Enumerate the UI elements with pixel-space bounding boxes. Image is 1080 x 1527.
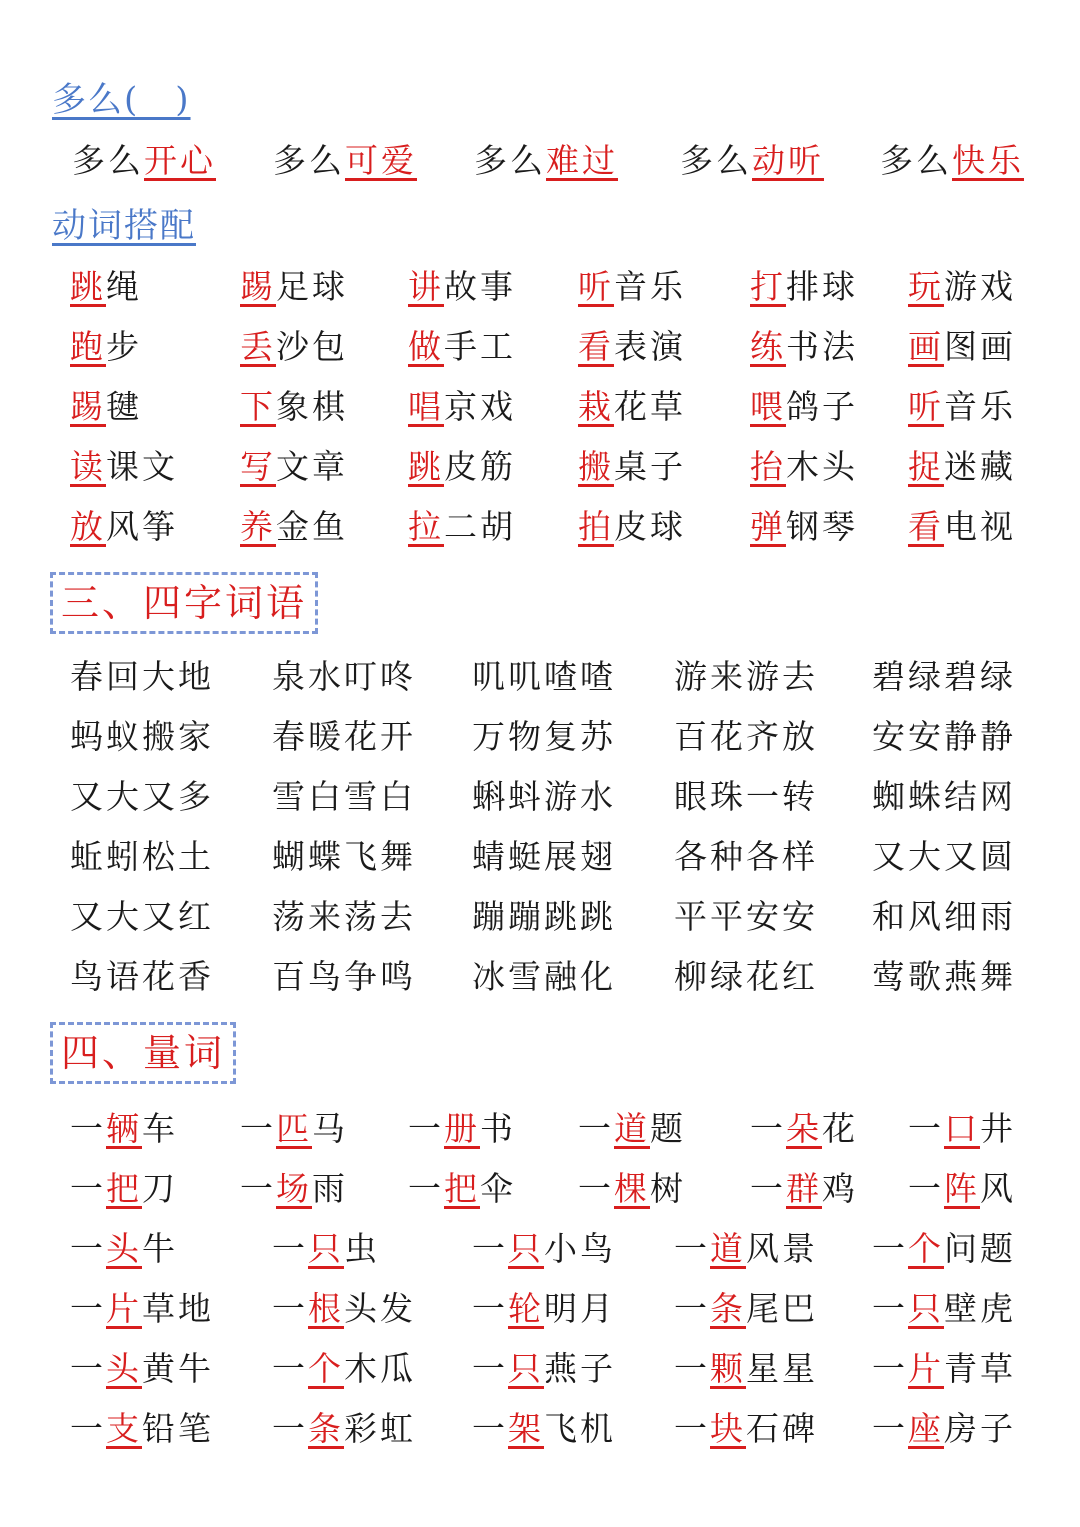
measure-word: 轮 [508, 1289, 544, 1328]
verb-phrase [70, 322, 142, 372]
measure-numeral: 一 [472, 1229, 508, 1268]
verb-word: 跳 [70, 267, 106, 306]
measure-numeral: 一 [472, 1349, 508, 1388]
idiom-word: 莺歌燕舞 [872, 957, 1016, 996]
measure-noun: 伞 [480, 1169, 516, 1208]
measure-word: 册 [444, 1109, 480, 1148]
verb-word: 打 [750, 267, 786, 306]
measure-word: 颗 [710, 1349, 746, 1388]
measure-word: 架 [508, 1409, 544, 1448]
verb-word: 拍 [578, 507, 614, 546]
measure-phrase [70, 1224, 178, 1274]
measure-phrase [70, 1344, 214, 1394]
measure-phrase [472, 1404, 616, 1454]
verb-word: 喂 [750, 387, 786, 426]
measure-numeral: 一 [674, 1349, 710, 1388]
idiom-word: 雪白雪白 [272, 777, 416, 816]
verbs-heading: 动词搭配 [52, 206, 196, 246]
measure-phrase [750, 1104, 858, 1154]
measure-noun: 小鸟 [544, 1229, 616, 1268]
measure-numeral: 一 [872, 1289, 908, 1328]
measure-phrase [70, 1104, 178, 1154]
duome-item: 多么难过 [474, 141, 618, 180]
measure-phrase [674, 1284, 818, 1334]
measure-phrase [272, 1404, 416, 1454]
measure-word: 支 [106, 1409, 142, 1448]
measure-word: 朵 [786, 1109, 822, 1148]
verb-object: 京戏 [444, 387, 516, 426]
verb-word: 下 [240, 387, 276, 426]
verb-word: 看 [908, 507, 944, 546]
idiom-word: 和风细雨 [872, 897, 1016, 936]
measure-numeral: 一 [70, 1289, 106, 1328]
measure-phrase [408, 1104, 516, 1154]
measure-row [0, 1344, 1080, 1394]
measure-phrase [872, 1404, 1016, 1454]
measure-numeral: 一 [70, 1349, 106, 1388]
verb-phrase [908, 262, 1016, 312]
measure-noun: 花 [822, 1109, 858, 1148]
verb-word: 跑 [70, 327, 106, 366]
verb-object: 鸽子 [786, 387, 858, 426]
measure-numeral: 一 [908, 1109, 944, 1148]
verb-object: 课文 [106, 447, 178, 486]
verb-object: 毽 [106, 387, 142, 426]
measure-phrase [578, 1164, 686, 1214]
measure-noun: 牛 [142, 1229, 178, 1268]
measure-noun: 明月 [544, 1289, 616, 1328]
measure-numeral: 一 [750, 1109, 786, 1148]
verb-word: 画 [908, 327, 944, 366]
idiom-row [0, 652, 1080, 702]
measure-noun: 马 [312, 1109, 348, 1148]
verb-object: 迷藏 [944, 447, 1016, 486]
verb-phrase [70, 382, 142, 432]
verb-row [0, 442, 1080, 492]
verb-phrase [408, 502, 516, 552]
verb-object: 步 [106, 327, 142, 366]
measure-numeral: 一 [272, 1289, 308, 1328]
idiom-word: 蝴蝶飞舞 [272, 837, 416, 876]
measure-word: 根 [308, 1289, 344, 1328]
verb-word: 养 [240, 507, 276, 546]
measure-numeral: 一 [472, 1289, 508, 1328]
verb-row [0, 322, 1080, 372]
verb-object: 游戏 [944, 267, 1016, 306]
measure-noun: 壁虎 [944, 1289, 1016, 1328]
measure-phrase [674, 1344, 818, 1394]
verb-object: 皮球 [614, 507, 686, 546]
verb-word: 丢 [240, 327, 276, 366]
duome-item: 多么可爱 [273, 141, 417, 180]
measure-word: 座 [908, 1409, 944, 1448]
measure-numeral: 一 [578, 1169, 614, 1208]
idiom-word: 又大又圆 [872, 837, 1016, 876]
measure-noun: 风 [980, 1169, 1016, 1208]
measure-numeral: 一 [408, 1109, 444, 1148]
measure-noun: 虫 [344, 1229, 380, 1268]
verb-word: 放 [70, 507, 106, 546]
idiom-row [0, 712, 1080, 762]
verb-word: 写 [240, 447, 276, 486]
verb-object: 表演 [614, 327, 686, 366]
measure-noun: 雨 [312, 1169, 348, 1208]
measure-word: 只 [308, 1229, 344, 1268]
measure-row [0, 1284, 1080, 1334]
measure-phrase [578, 1104, 686, 1154]
verb-word: 弹 [750, 507, 786, 546]
measure-numeral: 一 [872, 1229, 908, 1268]
verb-object: 皮筋 [444, 447, 516, 486]
measure-noun: 头发 [344, 1289, 416, 1328]
idiom-word: 鸟语花香 [70, 957, 214, 996]
measure-numeral: 一 [578, 1109, 614, 1148]
measure-noun: 树 [650, 1169, 686, 1208]
verb-phrase [408, 382, 516, 432]
measure-numeral: 一 [408, 1169, 444, 1208]
verb-object: 手工 [444, 327, 516, 366]
verb-word: 唱 [408, 387, 444, 426]
measure-phrase [472, 1224, 616, 1274]
measure-phrase [70, 1164, 178, 1214]
verb-word: 捉 [908, 447, 944, 486]
measure-noun: 问题 [944, 1229, 1016, 1268]
verb-object: 绳 [106, 267, 142, 306]
measure-phrase [872, 1224, 1016, 1274]
verb-phrase [578, 442, 686, 492]
verb-phrase [578, 262, 686, 312]
measure-word: 块 [710, 1409, 746, 1448]
idiom-word: 各种各样 [674, 837, 818, 876]
measure-phrase [908, 1164, 1016, 1214]
measure-noun: 铅笔 [142, 1409, 214, 1448]
verb-phrase [408, 442, 516, 492]
idiom-word: 安安静静 [872, 717, 1016, 756]
measure-noun: 燕子 [544, 1349, 616, 1388]
idiom-word: 春暖花开 [272, 717, 416, 756]
idiom-word: 又大又多 [70, 777, 214, 816]
verb-phrase [908, 382, 1016, 432]
verb-object: 文章 [276, 447, 348, 486]
measure-word: 场 [276, 1169, 312, 1208]
verb-phrase [240, 502, 348, 552]
verb-object: 音乐 [944, 387, 1016, 426]
measure-phrase [240, 1104, 348, 1154]
duome-row [0, 136, 1080, 186]
measure-noun: 题 [650, 1109, 686, 1148]
idiom-word: 柳绿花红 [674, 957, 818, 996]
verb-word: 抬 [750, 447, 786, 486]
measure-noun: 车 [142, 1109, 178, 1148]
measure-numeral: 一 [674, 1229, 710, 1268]
verb-object: 木头 [786, 447, 858, 486]
measure-numeral: 一 [70, 1229, 106, 1268]
idiom-word: 蝌蚪游水 [472, 777, 616, 816]
measure-row [0, 1404, 1080, 1454]
idiom-row [0, 892, 1080, 942]
verb-object: 图画 [944, 327, 1016, 366]
duome-heading: 多么( ) [52, 80, 191, 120]
measure-numeral: 一 [70, 1409, 106, 1448]
measure-phrase [872, 1344, 1016, 1394]
measure-word: 头 [106, 1229, 142, 1268]
measure-noun: 青草 [944, 1349, 1016, 1388]
idiom-word: 碧绿碧绿 [872, 657, 1016, 696]
verb-row [0, 382, 1080, 432]
verb-phrase [70, 442, 178, 492]
idiom-word: 荡来荡去 [272, 897, 416, 936]
verb-object: 故事 [444, 267, 516, 306]
measure-word: 条 [308, 1409, 344, 1448]
verb-phrase [578, 502, 686, 552]
measure-row [0, 1224, 1080, 1274]
measure-row [0, 1104, 1080, 1154]
measure-row [0, 1164, 1080, 1214]
verb-word: 跳 [408, 447, 444, 486]
measure-word: 片 [908, 1349, 944, 1388]
verb-word: 听 [578, 267, 614, 306]
verb-object: 钢琴 [786, 507, 858, 546]
verb-object: 花草 [614, 387, 686, 426]
measure-numeral: 一 [272, 1409, 308, 1448]
verb-object: 沙包 [276, 327, 348, 366]
verb-object: 电视 [944, 507, 1016, 546]
verb-word: 练 [750, 327, 786, 366]
verb-phrase [70, 262, 142, 312]
measure-word: 片 [106, 1289, 142, 1328]
measure-phrase [70, 1284, 214, 1334]
measure-word: 个 [308, 1349, 344, 1388]
measure-noun: 风景 [746, 1229, 818, 1268]
verb-object: 金鱼 [276, 507, 348, 546]
verb-word: 读 [70, 447, 106, 486]
verb-phrase [240, 262, 348, 312]
idiom-word: 百花齐放 [674, 717, 818, 756]
measure-word: 把 [106, 1169, 142, 1208]
verb-row [0, 502, 1080, 552]
verb-object: 风筝 [106, 507, 178, 546]
verb-object: 排球 [786, 267, 858, 306]
measure-numeral: 一 [674, 1409, 710, 1448]
measure-noun: 飞机 [544, 1409, 616, 1448]
measure-phrase [472, 1344, 616, 1394]
measure-numeral: 一 [272, 1349, 308, 1388]
idiom-row [0, 832, 1080, 882]
measure-word: 道 [710, 1229, 746, 1268]
idiom-word: 蜻蜓展翅 [472, 837, 616, 876]
measure-numeral: 一 [908, 1169, 944, 1208]
measure-word: 只 [508, 1349, 544, 1388]
measure-word: 匹 [276, 1109, 312, 1148]
duome-item: 多么开心 [72, 141, 216, 180]
idiom-word: 平平安安 [674, 897, 818, 936]
measure-word: 道 [614, 1109, 650, 1148]
measure-word: 个 [908, 1229, 944, 1268]
measure-phrase [674, 1404, 818, 1454]
measure-numeral: 一 [750, 1169, 786, 1208]
idiom-row [0, 772, 1080, 822]
measure-numeral: 一 [240, 1169, 276, 1208]
idiom-word: 冰雪融化 [472, 957, 616, 996]
measure-phrase [272, 1284, 416, 1334]
idiom-word: 泉水叮咚 [272, 657, 416, 696]
verb-phrase [578, 322, 686, 372]
measure-noun: 尾巴 [746, 1289, 818, 1328]
measure-numeral: 一 [872, 1409, 908, 1448]
verb-phrase [70, 502, 178, 552]
measure-word: 口 [944, 1109, 980, 1148]
measure-numeral: 一 [70, 1169, 106, 1208]
idiom-word: 蹦蹦跳跳 [472, 897, 616, 936]
measure-noun: 木瓜 [344, 1349, 416, 1388]
verb-word: 看 [578, 327, 614, 366]
measure-word: 棵 [614, 1169, 650, 1208]
measure-phrase [472, 1284, 616, 1334]
idiom-row [0, 952, 1080, 1002]
verb-phrase [578, 382, 686, 432]
duome-item: 多么快乐 [880, 141, 1024, 180]
measure-phrase [908, 1104, 1016, 1154]
idiom-word: 又大又红 [70, 897, 214, 936]
idiom-word: 游来游去 [674, 657, 818, 696]
idiom-word: 蚂蚁搬家 [70, 717, 214, 756]
verb-phrase [908, 442, 1016, 492]
verb-phrase [408, 322, 516, 372]
measure-phrase [408, 1164, 516, 1214]
measure-phrase [272, 1224, 380, 1274]
verb-word: 踢 [240, 267, 276, 306]
measure-noun: 井 [980, 1109, 1016, 1148]
measure-word: 阵 [944, 1169, 980, 1208]
idiom-word: 眼珠一转 [674, 777, 818, 816]
measure-phrase [272, 1344, 416, 1394]
idiom-word: 蜘蛛结网 [872, 777, 1016, 816]
verb-phrase [750, 322, 858, 372]
verb-word: 做 [408, 327, 444, 366]
measure-phrase [240, 1164, 348, 1214]
measure-numeral: 一 [272, 1229, 308, 1268]
verb-word: 玩 [908, 267, 944, 306]
measure-heading: 四、量词 [50, 1022, 236, 1084]
verb-object: 足球 [276, 267, 348, 306]
measure-noun: 书 [480, 1109, 516, 1148]
measure-word: 只 [908, 1289, 944, 1328]
measure-word: 辆 [106, 1109, 142, 1148]
verb-object: 桌子 [614, 447, 686, 486]
verb-word: 听 [908, 387, 944, 426]
measure-numeral: 一 [472, 1409, 508, 1448]
measure-numeral: 一 [872, 1349, 908, 1388]
verb-object: 书法 [786, 327, 858, 366]
verb-phrase [240, 442, 348, 492]
idiom-word: 百鸟争鸣 [272, 957, 416, 996]
measure-phrase [70, 1404, 214, 1454]
measure-word: 条 [710, 1289, 746, 1328]
idioms-heading: 三、四字词语 [50, 572, 318, 634]
idiom-word: 蚯蚓松土 [70, 837, 214, 876]
measure-noun: 星星 [746, 1349, 818, 1388]
verb-object: 音乐 [614, 267, 686, 306]
verb-phrase [408, 262, 516, 312]
measure-phrase [750, 1164, 858, 1214]
verb-word: 搬 [578, 447, 614, 486]
verb-phrase [750, 502, 858, 552]
verb-word: 踢 [70, 387, 106, 426]
measure-numeral: 一 [674, 1289, 710, 1328]
verb-object: 象棋 [276, 387, 348, 426]
verb-phrase [240, 322, 348, 372]
measure-noun: 石碑 [746, 1409, 818, 1448]
measure-phrase [872, 1284, 1016, 1334]
measure-word: 只 [508, 1229, 544, 1268]
verb-phrase [750, 442, 858, 492]
verb-object: 二胡 [444, 507, 516, 546]
measure-numeral: 一 [240, 1109, 276, 1148]
duome-item: 多么动听 [680, 141, 824, 180]
idiom-word: 万物复苏 [472, 717, 616, 756]
verb-row [0, 262, 1080, 312]
measure-noun: 刀 [142, 1169, 178, 1208]
verb-phrase [908, 322, 1016, 372]
idiom-word: 叽叽喳喳 [472, 657, 616, 696]
measure-noun: 彩虹 [344, 1409, 416, 1448]
verb-phrase [750, 382, 858, 432]
verb-word: 栽 [578, 387, 614, 426]
measure-word: 群 [786, 1169, 822, 1208]
verb-phrase [240, 382, 348, 432]
verb-word: 讲 [408, 267, 444, 306]
verb-phrase [908, 502, 1016, 552]
measure-word: 把 [444, 1169, 480, 1208]
idiom-word: 春回大地 [70, 657, 214, 696]
measure-numeral: 一 [70, 1109, 106, 1148]
measure-noun: 黄牛 [142, 1349, 214, 1388]
verb-phrase [750, 262, 858, 312]
measure-noun: 草地 [142, 1289, 214, 1328]
measure-phrase [674, 1224, 818, 1274]
measure-word: 头 [106, 1349, 142, 1388]
measure-noun: 房子 [944, 1409, 1016, 1448]
verb-word: 拉 [408, 507, 444, 546]
measure-noun: 鸡 [822, 1169, 858, 1208]
